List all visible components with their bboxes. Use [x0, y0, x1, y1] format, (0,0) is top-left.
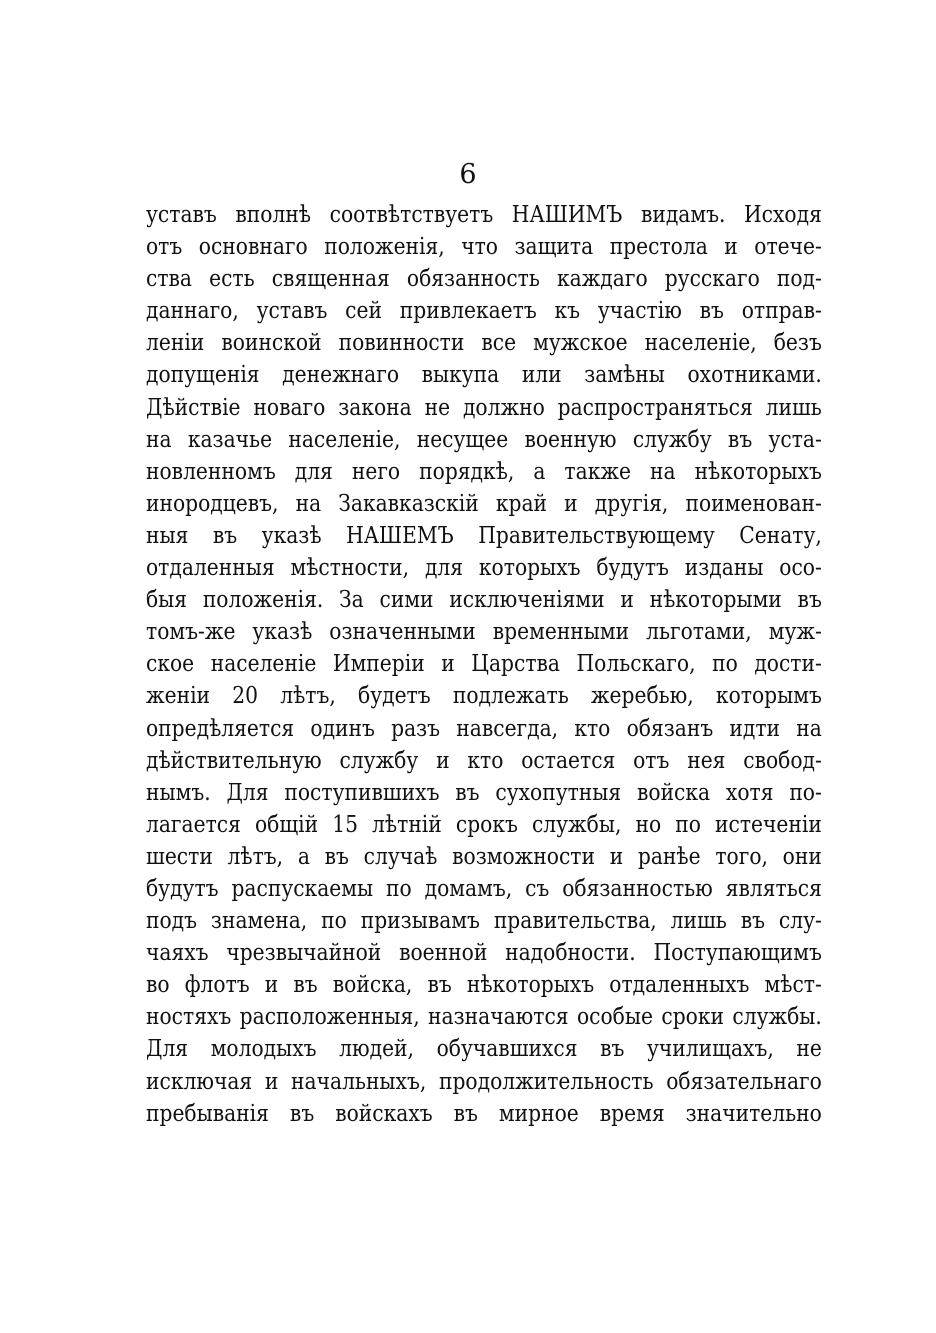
text-line: отъ основнаго положенія, что защита престола и отече-: [146, 234, 822, 261]
text-line: во флотъ и въ войска, въ нѣкоторыхъ отдаленныхъ мѣст-: [146, 972, 822, 999]
text-line: новленномъ для него порядкѣ, а также на нѣкоторыхъ: [146, 458, 822, 485]
text-line: ностяхъ расположенныя, назначаются особые сроки службы.: [146, 1004, 822, 1031]
text-line: будутъ распускаемы по домамъ, съ обязанностью являться: [146, 875, 822, 902]
text-line: дѣйствительную службу и кто остается отъ нея свобод-: [146, 747, 822, 774]
text-line: чаяхъ чрезвычайной военной надобности. Поступающимъ: [146, 940, 822, 967]
text-line: Дѣйствіе новаго закона не должно распространяться лишь: [146, 394, 822, 421]
text-line: инородцевъ, на Закавказскій край и другія, поименован-: [146, 490, 822, 517]
text-line: ныя въ указѣ НАШЕМЪ Правительствующему Сенату,: [146, 522, 822, 549]
text-line: томъ-же указѣ означенными временными льготами, муж-: [146, 619, 822, 646]
text-line: допущенія денежнаго выкупа или замѣны охотниками.: [146, 362, 822, 389]
text-line: Для молодыхъ людей, обучавшихся въ училищахъ, не: [146, 1036, 822, 1063]
text-line: леніи воинской повинности все мужское населеніе, безъ: [146, 330, 822, 357]
text-line: лагается общій 15 лѣтній срокъ службы, но по истеченіи: [146, 811, 822, 838]
text-line: опредѣляется одинъ разъ навсегда, кто обязанъ идти на: [146, 715, 822, 742]
text-line: отдаленныя мѣстности, для которыхъ будутъ изданы осо-: [146, 555, 822, 582]
text-line: нымъ. Для поступившихъ въ сухопутныя войска хотя по-: [146, 779, 822, 806]
text-line: женіи 20 лѣтъ, будетъ подлежать жеребью, которымъ: [146, 683, 822, 710]
text-line: ства есть священная обязанность каждаго русскаго под-: [146, 266, 822, 293]
text-line: ское населеніе Имперіи и Царства Польскаго, по дости-: [146, 651, 822, 678]
text-line: на казачье населеніе, несущее военную службу въ уста-: [146, 426, 822, 453]
text-line: шести лѣтъ, а въ случаѣ возможности и ранѣе того, они: [146, 843, 822, 870]
text-line: быя положенія. За сими исключеніями и нѣкоторыми въ: [146, 587, 822, 614]
text-line: исключая и начальныхъ, продолжительность обязательнаго: [146, 1068, 822, 1095]
text-line: даннаго, уставъ сей привлекаетъ къ участію въ отправ-: [146, 298, 822, 325]
text-line: пребыванія въ войскахъ въ мирное время значительно: [146, 1100, 822, 1127]
text-line: подъ знамена, по призывамъ правительства, лишь въ слу-: [146, 908, 822, 935]
body-text: [146, 199, 822, 1130]
page-number: 6: [459, 159, 477, 190]
text-line: уставъ вполнѣ соотвѣтствуетъ НАШИМЪ видамъ. Исходя: [146, 202, 822, 228]
